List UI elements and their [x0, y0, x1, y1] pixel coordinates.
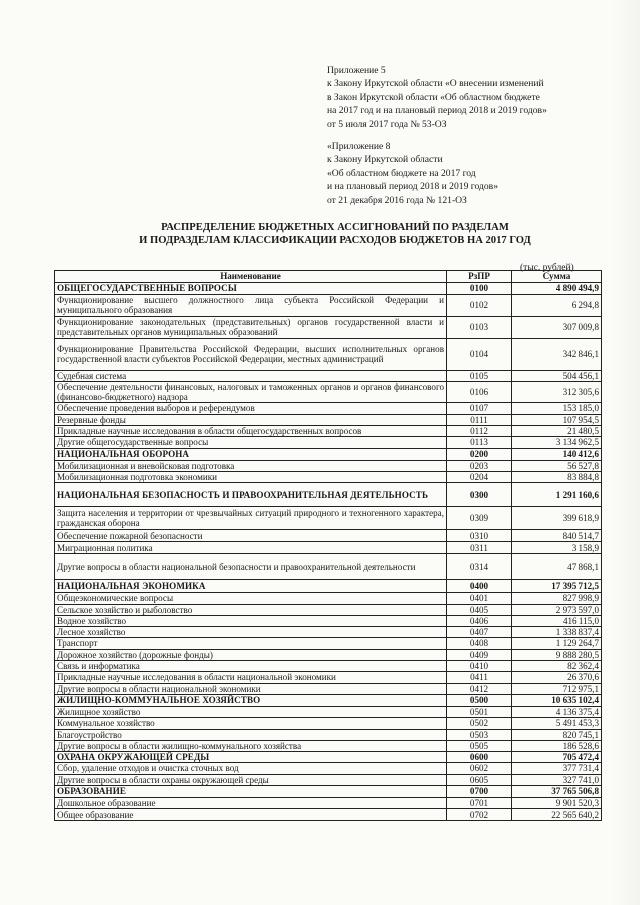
row-sum: 17 395 712,5 — [512, 580, 602, 593]
row-code: 0605 — [447, 774, 512, 785]
row-code: 0102 — [447, 295, 512, 317]
row-sum: 827 998,9 — [512, 593, 602, 604]
row-code: 0310 — [447, 530, 512, 542]
header-name: Наименование — [55, 271, 447, 283]
annex-reference-original — [327, 140, 498, 207]
table-row — [55, 683, 602, 694]
row-sum: 26 370,6 — [512, 672, 602, 683]
row-name: ОБРАЗОВАНИЕ — [55, 786, 447, 798]
row-name: Связь и информатика — [55, 661, 447, 672]
annex-reference-amendment — [327, 64, 547, 131]
row-name: Обеспечение пожарной безопасности — [55, 530, 447, 542]
row-name: Транспорт — [55, 638, 447, 649]
section-row — [55, 694, 602, 706]
row-name: Дошкольное образование — [55, 798, 447, 809]
row-code: 0502 — [447, 718, 512, 729]
table-row — [55, 542, 602, 554]
row-name: Резервные фонды — [55, 414, 447, 425]
row-code: 0309 — [447, 507, 512, 530]
row-code: 0204 — [447, 471, 512, 482]
row-sum: 5 491 453,3 — [512, 718, 602, 729]
row-name: Общеэкономические вопросы — [55, 593, 447, 604]
row-sum: 82 362,4 — [512, 661, 602, 672]
row-sum: 377 731,4 — [512, 763, 602, 774]
row-code: 0410 — [447, 661, 512, 672]
row-code: 0400 — [447, 580, 512, 593]
table-row — [55, 627, 602, 638]
table-row — [55, 507, 602, 530]
row-code: 0600 — [447, 752, 512, 763]
table-row — [55, 798, 602, 809]
row-code: 0503 — [447, 729, 512, 740]
row-code: 0411 — [447, 672, 512, 683]
row-name: Судебная система — [55, 370, 447, 381]
row-code: 0505 — [447, 740, 512, 751]
header-code: РзПР — [447, 271, 512, 283]
row-name: Обеспечение деятельности финансовых, налоговых и таможенных органов и органов финансового (финансово-бюджетного) надзора — [55, 381, 447, 403]
section-row — [55, 580, 602, 593]
row-code: 0406 — [447, 615, 512, 626]
row-sum: 22 565 640,2 — [512, 809, 602, 821]
row-code: 0105 — [447, 370, 512, 381]
row-name: Функционирование Правительства Российской Федерации, высших исполнительных органов государственной власти субъектов Российской Федерации, местных администраций — [55, 338, 447, 370]
row-name: Обеспечение проведения выборов и референдумов — [55, 403, 447, 414]
row-sum: 9 888 280,5 — [512, 649, 602, 660]
row-sum: 1 129 264,7 — [512, 638, 602, 649]
row-name: Дорожное хозяйство (дорожные фонды) — [55, 649, 447, 660]
table-row — [55, 774, 602, 785]
row-code: 0107 — [447, 403, 512, 414]
table-row — [55, 649, 602, 660]
title-line: РАСПРЕДЕЛЕНИЕ БЮДЖЕТНЫХ АССИГНОВАНИЙ ПО РАЗДЕЛАМ — [161, 222, 509, 233]
row-name: Другие вопросы в области охраны окружающей среды — [55, 774, 447, 785]
table-row — [55, 763, 602, 774]
table-row — [55, 554, 602, 580]
table-row — [55, 381, 602, 403]
row-name: Сельское хозяйство и рыболовство — [55, 604, 447, 615]
row-code: 0104 — [447, 338, 512, 370]
table-row — [55, 593, 602, 604]
table-row — [55, 615, 602, 626]
row-name: Мобилизационная и вневойсковая подготовка — [55, 460, 447, 471]
row-code: 0700 — [447, 786, 512, 798]
row-sum: 327 741,0 — [512, 774, 602, 785]
table-row — [55, 316, 602, 338]
table-row — [55, 809, 602, 821]
annex-line: Приложение 5 — [327, 65, 386, 76]
row-name: Другие общегосударственные вопросы — [55, 437, 447, 448]
row-sum: 4 890 494,9 — [512, 283, 602, 295]
row-sum: 37 765 506,8 — [512, 786, 602, 798]
document-title — [100, 221, 570, 247]
annex-line: «Об областном бюджете на 2017 год — [327, 167, 476, 179]
table-row — [55, 740, 602, 751]
annex-line: от 21 декабря 2016 года № 121-ОЗ — [327, 194, 467, 206]
row-code: 0112 — [447, 426, 512, 437]
row-name: Функционирование законодательных (представительных) органов государственной власти и представительных органов муниципальных образований — [55, 316, 447, 338]
table-row — [55, 426, 602, 437]
row-sum: 47 868,1 — [512, 554, 602, 580]
row-sum: 416 115,0 — [512, 615, 602, 626]
table-row — [55, 437, 602, 448]
row-code: 0311 — [447, 542, 512, 554]
table-header-row — [55, 271, 602, 283]
row-code: 0103 — [447, 316, 512, 338]
units-note: (тыс. рублей) — [520, 263, 574, 273]
row-name: Защита населения и территории от чрезвычайных ситуаций природного и техногенного характера, гражданская оборона — [55, 507, 447, 530]
row-code: 0300 — [447, 483, 512, 507]
row-sum: 56 527,8 — [512, 460, 602, 471]
annex-line: от 5 июля 2017 года № 53-ОЗ — [327, 118, 447, 130]
row-code: 0200 — [447, 448, 512, 460]
row-name: Прикладные научные исследования в области национальной экономики — [55, 672, 447, 683]
section-row — [55, 752, 602, 763]
row-sum: 186 528,6 — [512, 740, 602, 751]
row-sum: 307 009,8 — [512, 316, 602, 338]
row-name: ЖИЛИЩНО-КОММУНАЛЬНОЕ ХОЗЯЙСТВО — [55, 694, 447, 706]
row-sum: 21 480,5 — [512, 426, 602, 437]
table-row — [55, 295, 602, 317]
row-sum: 705 472,4 — [512, 752, 602, 763]
row-code: 0113 — [447, 437, 512, 448]
table-row — [55, 338, 602, 370]
row-name: Коммунальное хозяйство — [55, 718, 447, 729]
row-code: 0412 — [447, 683, 512, 694]
table-row — [55, 370, 602, 381]
row-sum: 6 294,8 — [512, 295, 602, 317]
row-sum: 3 134 962,5 — [512, 437, 602, 448]
row-sum: 4 136 375,4 — [512, 706, 602, 717]
row-code: 0106 — [447, 381, 512, 403]
row-name: Общее образование — [55, 809, 447, 821]
row-sum: 10 635 102,4 — [512, 694, 602, 706]
title-line: И ПОДРАЗДЕЛАМ КЛАССИФИКАЦИИ РАСХОДОВ БЮДЖЕТОВ НА 2017 ГОД — [139, 235, 531, 246]
table-row — [55, 729, 602, 740]
section-row — [55, 786, 602, 798]
row-name: Другие вопросы в области национальной безопасности и правоохранительной деятельности — [55, 554, 447, 580]
table-row — [55, 471, 602, 482]
table-row — [55, 460, 602, 471]
table-row — [55, 403, 602, 414]
annex-line: к Закону Иркутской области «О внесении изменений — [327, 78, 544, 90]
annex-line: и на плановый период 2018 и 2019 годов» — [327, 181, 498, 193]
row-sum: 712 975,1 — [512, 683, 602, 694]
row-name: НАЦИОНАЛЬНАЯ ЭКОНОМИКА — [55, 580, 447, 593]
row-sum: 399 618,9 — [512, 507, 602, 530]
row-name: НАЦИОНАЛЬНАЯ БЕЗОПАСНОСТЬ И ПРАВООХРАНИТЕЛЬНАЯ ДЕЯТЕЛЬНОСТЬ — [55, 483, 447, 507]
row-sum: 504 456,1 — [512, 370, 602, 381]
row-name: Другие вопросы в области жилищно-коммунального хозяйства — [55, 740, 447, 751]
row-code: 0100 — [447, 283, 512, 295]
row-sum: 9 901 520,3 — [512, 798, 602, 809]
row-code: 0405 — [447, 604, 512, 615]
row-code: 0401 — [447, 593, 512, 604]
row-code: 0701 — [447, 798, 512, 809]
table-row — [55, 530, 602, 542]
row-sum: 312 305,6 — [512, 381, 602, 403]
table-row — [55, 706, 602, 717]
row-name: Функционирование высшего должностного лица субъекта Российской Федерации и муниципального образования — [55, 295, 447, 317]
row-code: 0407 — [447, 627, 512, 638]
row-code: 0500 — [447, 694, 512, 706]
row-name: Сбор, удаление отходов и очистка сточных вод — [55, 763, 447, 774]
table-row — [55, 661, 602, 672]
table-row — [55, 672, 602, 683]
annex-line: к Закону Иркутской области — [327, 154, 443, 166]
row-name: ОБЩЕГОСУДАРСТВЕННЫЕ ВОПРОСЫ — [55, 283, 447, 295]
row-name: Благоустройство — [55, 729, 447, 740]
annex-line: «Приложение 8 — [327, 141, 391, 152]
annex-line: на 2017 год и на плановый период 2018 и 2019 годов» — [327, 105, 547, 117]
row-sum: 1 291 160,6 — [512, 483, 602, 507]
page-edge-shade — [610, 0, 640, 905]
row-sum: 3 158,9 — [512, 542, 602, 554]
row-sum: 83 884,8 — [512, 471, 602, 482]
table-row — [55, 604, 602, 615]
row-sum: 1 338 837,4 — [512, 627, 602, 638]
row-code: 0111 — [447, 414, 512, 425]
budget-allocation-table — [54, 270, 602, 821]
row-sum: 840 514,7 — [512, 530, 602, 542]
row-name: Лесное хозяйство — [55, 627, 447, 638]
section-row — [55, 283, 602, 295]
row-sum: 2 973 597,0 — [512, 604, 602, 615]
row-code: 0602 — [447, 763, 512, 774]
table-row — [55, 638, 602, 649]
row-sum: 342 846,1 — [512, 338, 602, 370]
row-code: 0501 — [447, 706, 512, 717]
section-row — [55, 483, 602, 507]
row-sum: 153 185,0 — [512, 403, 602, 414]
row-name: ОХРАНА ОКРУЖАЮЩЕЙ СРЕДЫ — [55, 752, 447, 763]
row-code: 0409 — [447, 649, 512, 660]
row-sum: 107 954,5 — [512, 414, 602, 425]
row-name: Миграционная политика — [55, 542, 447, 554]
header-sum: Сумма — [512, 271, 602, 283]
table-row — [55, 414, 602, 425]
row-name: Жилищное хозяйство — [55, 706, 447, 717]
row-code: 0702 — [447, 809, 512, 821]
row-sum: 140 412,6 — [512, 448, 602, 460]
annex-line: в Закон Иркутской области «Об областном бюджете — [327, 91, 540, 103]
table-body — [55, 283, 602, 821]
row-name: Мобилизационная подготовка экономики — [55, 471, 447, 482]
row-sum: 820 745,1 — [512, 729, 602, 740]
row-code: 0408 — [447, 638, 512, 649]
row-code: 0203 — [447, 460, 512, 471]
row-code: 0314 — [447, 554, 512, 580]
section-row — [55, 448, 602, 460]
row-name: НАЦИОНАЛЬНАЯ ОБОРОНА — [55, 448, 447, 460]
table-row — [55, 718, 602, 729]
row-name: Другие вопросы в области национальной экономики — [55, 683, 447, 694]
row-name: Водное хозяйство — [55, 615, 447, 626]
row-name: Прикладные научные исследования в области общегосударственных вопросов — [55, 426, 447, 437]
